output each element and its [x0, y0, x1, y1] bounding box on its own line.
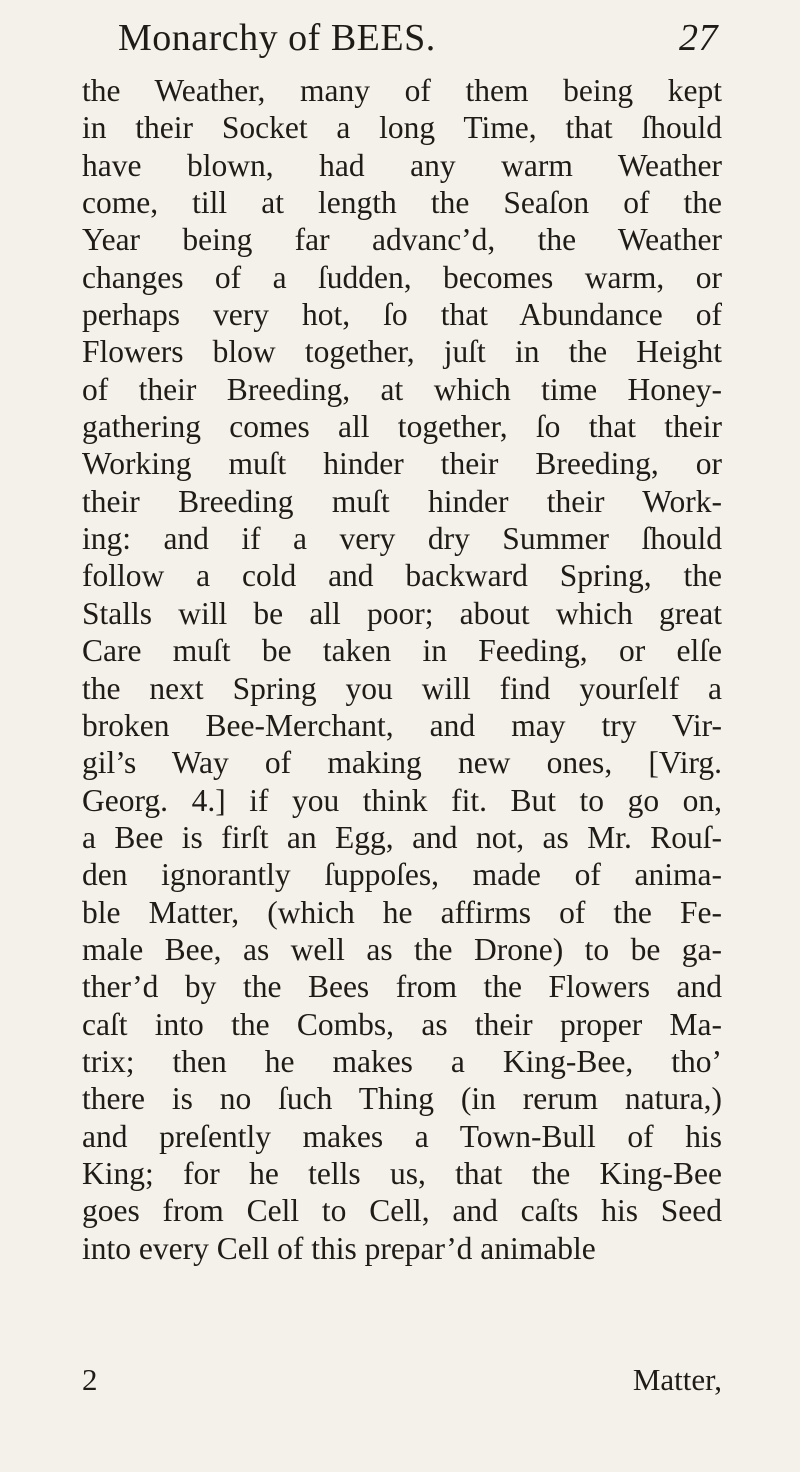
text-line: the Weather, many of them being kept: [82, 73, 722, 108]
text-line: King; for he tells us, that the King-Bee: [82, 1155, 722, 1191]
text-line: in their Socket a long Time, that ſhould: [82, 110, 722, 146]
text-line: their Breeding muſt hinder their Work-: [82, 483, 722, 519]
text-line: ing: and if a very dry Summer ſhould: [82, 521, 722, 557]
running-title: Monarchy of BEES.: [118, 17, 436, 59]
text-line: perhaps very hot, ſo that Abundance of: [82, 297, 722, 333]
text-line: gathering comes all together, ſo that their: [82, 409, 722, 445]
text-line: Stalls will be all poor; about which great: [82, 595, 722, 631]
text-line: the next Spring you will find yourſelf a: [82, 670, 722, 706]
text-line: broken Bee-Merchant, and may try Vir-: [82, 707, 722, 743]
text-line: Georg. 4.] if you think fit. But to go on,: [82, 782, 722, 818]
text-line: a Bee is firſt an Egg, and not, as Mr. Rouſ-: [82, 819, 722, 855]
body-text: [82, 72, 722, 1267]
text-line: Care muſt be taken in Feeding, or elſe: [82, 633, 722, 669]
text-line: gil’s Way of making new ones, [Virg.: [82, 745, 722, 781]
text-line: follow a cold and backward Spring, the: [82, 558, 722, 594]
catchword: Matter,: [632, 1362, 722, 1397]
text-line: ble Matter, (which he affirms of the Fe-: [82, 894, 722, 930]
text-line: into every Cell of this prepar’d animable: [82, 1230, 596, 1266]
text-line: trix; then he makes a King-Bee, tho’: [82, 1043, 722, 1079]
text-line: Year being far advanc’d, the Weather: [82, 222, 722, 258]
text-line: changes of a ſudden, becomes warm, or: [82, 259, 722, 295]
text-line: there is no ſuch Thing (in rerum natura,): [82, 1081, 722, 1117]
text-line: come, till at length the Seaſon of the: [82, 185, 722, 221]
text-line: den ignorantly ſuppoſes, made of anima-: [82, 857, 722, 893]
page-footer: [82, 1360, 722, 1400]
text-line: Flowers blow together, juſt in the Height: [82, 334, 722, 370]
signature-mark: 2: [82, 1362, 98, 1397]
text-line: of their Breeding, at which time Honey-: [82, 371, 722, 407]
text-line: have blown, had any warm Weather: [82, 147, 722, 183]
text-line: male Bee, as well as the Drone) to be ga-: [82, 931, 722, 967]
text-line: caſt into the Combs, as their proper Ma-: [82, 1006, 722, 1042]
text-line: and preſently makes a Town-Bull of his: [82, 1118, 722, 1154]
running-head: [118, 8, 718, 68]
page-number: 27: [679, 17, 718, 59]
text-line: Working muſt hinder their Breeding, or: [82, 446, 722, 482]
text-line: goes from Cell to Cell, and caſts his Seed: [82, 1193, 722, 1229]
text-line: ther’d by the Bees from the Flowers and: [82, 969, 722, 1005]
